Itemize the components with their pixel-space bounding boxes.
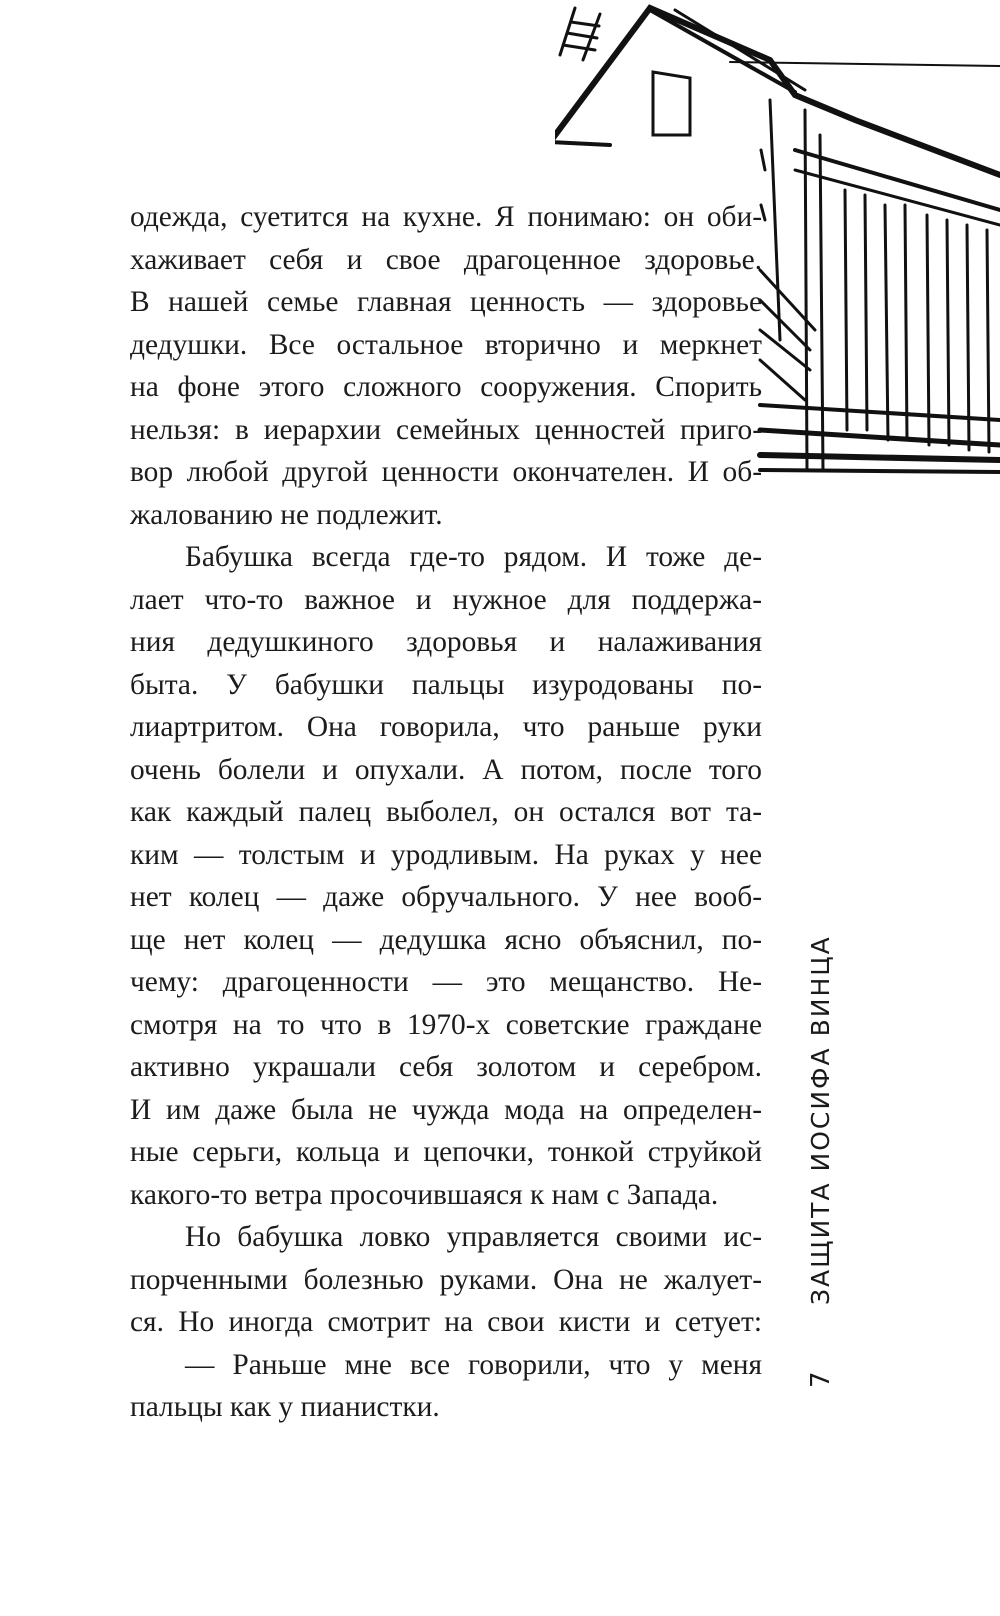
text-line: чему: драгоценности — это мещанство. Не- <box>130 966 762 998</box>
text-line: быта. У бабушки пальцы изуродованы по- <box>130 668 762 701</box>
text-line: Бабушка всегда где-то рядом. И тоже де- <box>185 541 762 573</box>
text-line: вор любой другой ценности окончателен. И об- <box>130 456 762 488</box>
text-line: смотря на то что в 1970-х советские граждане <box>130 1008 762 1041</box>
text-line: нельзя: в иерархии семейных ценностей приго- <box>130 413 762 446</box>
text-line: Но бабушка ловко управляется своими ис- <box>185 1221 762 1253</box>
text-line: одежда, суетится на кухне. Я понимаю: он оби- <box>130 201 762 233</box>
text-line: дедушки. Все остальное вторично и меркнет <box>130 328 762 361</box>
running-title: ЗАЩИТА ИОСИФА ВИНЦА <box>806 935 835 1305</box>
text-line: хаживает себя и свое драгоценное здоровье. <box>130 243 762 276</box>
text-line: В нашей семье главная ценность — здоровье <box>130 286 762 318</box>
text-line: — Раньше мне все говорили, что у меня <box>185 1348 762 1381</box>
text-line: ния дедушкиного здоровья и налаживания <box>130 626 762 658</box>
text-line: нет колец — даже обручального. У нее вооб- <box>130 881 762 913</box>
text-line: И им даже была не чужда мода на определен- <box>130 1093 762 1126</box>
text-line: лает что-то важное и нужное для поддержа- <box>130 583 762 616</box>
text-line: какого-то ветра просочившаяся к нам с Запада. <box>130 1178 719 1211</box>
page-number: 7 <box>806 1371 836 1388</box>
text-line: очень болели и опухали. А потом, после того <box>130 753 762 786</box>
body-text <box>130 196 762 1429</box>
text-line: на фоне этого сложного сооружения. Спорить <box>130 371 762 403</box>
text-line: как каждый палец выболел, он остался вот та- <box>130 796 762 828</box>
text-line: порченными болезнью руками. Она не жалует- <box>130 1263 762 1296</box>
text-line: активно украшали себя золотом и серебром. <box>130 1051 762 1083</box>
text-line: ся. Но иногда смотрит на свои кисти и сетует: <box>130 1306 762 1338</box>
text-line: ким — толстым и уродливым. На руках у нее <box>130 838 762 871</box>
text-line: ще нет колец — дедушка ясно объяснил, по- <box>130 923 762 956</box>
text-line: жалованию не подлежит. <box>130 498 443 531</box>
text-line: лиартритом. Она говорила, что раньше руки <box>130 711 762 743</box>
text-line: ные серьги, кольца и цепочки, тонкой струйкой <box>130 1136 762 1168</box>
text-line: пальцы как у пианистки. <box>130 1391 440 1423</box>
